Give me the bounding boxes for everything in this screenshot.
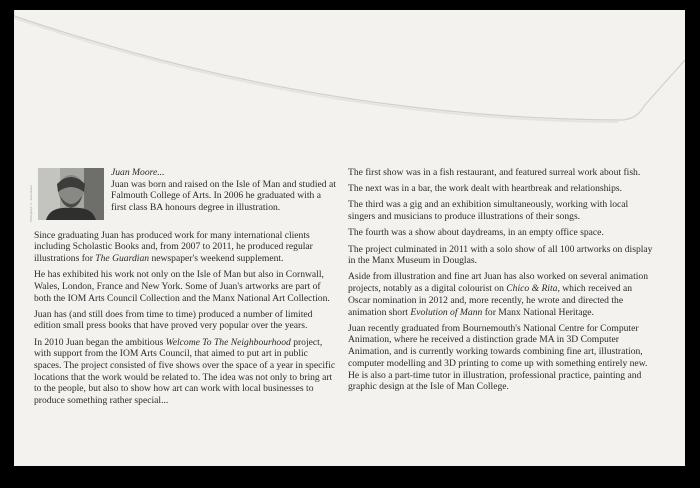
second-show-paragraph: The next was in a bar, the work dealt with heartbreak and relationships. <box>348 183 623 195</box>
envelope-back <box>14 10 685 466</box>
project-title: Welcome To The Neighbourhood <box>165 336 291 348</box>
chico-rita-title: Chico & Rita <box>506 283 558 295</box>
animation-text-start: Aside from illustration and fine art Juan has also worked on several animation projects, notably as a digital colourist on <box>348 271 648 295</box>
evolution-of-mann-title: Evolution of Mann <box>410 306 483 318</box>
intro-paragraph <box>34 167 337 225</box>
solo-show-paragraph: The project culminated in 2011 with a solo show of all 100 artworks on display in the Manx Museum in Douglas. <box>348 243 653 267</box>
project-text-end: project, with support from the IOM Arts Council, that aimed to put art in public spaces. The project consisted of five shows over the space of a year in specific locations that the work would be related to. The idea was not only to bring art to the people, but also to show how art can work with local businesses to produce something rather special... <box>34 336 336 407</box>
project-text-start: In 2010 Juan began the ambitious <box>34 336 166 348</box>
animation-text-mid: , which received an Oscar nomination in 2012 and, more recently, he wrote and directed the animation short <box>348 283 633 318</box>
career-paragraph <box>34 230 337 265</box>
books-paragraph: Juan has (and still does from time to time) produced a number of limited edition small press books that have proved very popular over the years. <box>34 308 313 332</box>
career-text-end: newspaper's weekend supplement. <box>149 252 284 264</box>
biography-right-column <box>348 167 655 397</box>
fourth-show-paragraph: The fourth was a show about daydreams, in an empty office space. <box>348 227 604 239</box>
career-text-start: Since graduating Juan has produced work for many international clients including Scholastic Books and, from 2007 to 2011, he produced regular illustrations for <box>34 229 313 264</box>
animation-paragraph <box>348 271 655 318</box>
project-paragraph <box>34 337 337 407</box>
intro-text: Juan was born and raised on the Isle of Man and studied at Falmouth College of Arts. In 2006 he graduated with a first class BA honours degree in illustration. <box>111 178 336 214</box>
photo-credit: Photograph © Juan Moore <box>29 184 33 222</box>
guardian-title: The Guardian <box>95 252 150 264</box>
animation-text-end: for Manx National Heritage. <box>482 306 594 318</box>
first-show-paragraph: The first show was in a fish restaurant, and featured surreal work about fish. <box>348 167 641 178</box>
heading: Juan Moore... <box>111 167 165 178</box>
exhibitions-paragraph: He has exhibited his work not only on the Isle of Man but also in Cornwall, Wales, London, France and New York. Some of Juan's artworks are part of both the IOM Arts Council Collection and the Manx National Art Collection. <box>34 269 330 304</box>
education-paragraph: Juan recently graduated from Bournemouth's National Centre for Computer Animation, where he received a distinction grade MA in 3D Computer Animation, and is currently working towards combining fine art, illustration, computer modelling and 3D printing to come up with something entirely new. He is also a part-time tutor in illustration, professional practice, painting and graphic design at the Isle of Man College. <box>348 322 648 393</box>
third-show-paragraph: The third was a gig and an exhibition simultaneously, working with local singers and musicians to produce illustrations of their songs. <box>348 199 629 223</box>
biography-left-column <box>34 167 337 411</box>
